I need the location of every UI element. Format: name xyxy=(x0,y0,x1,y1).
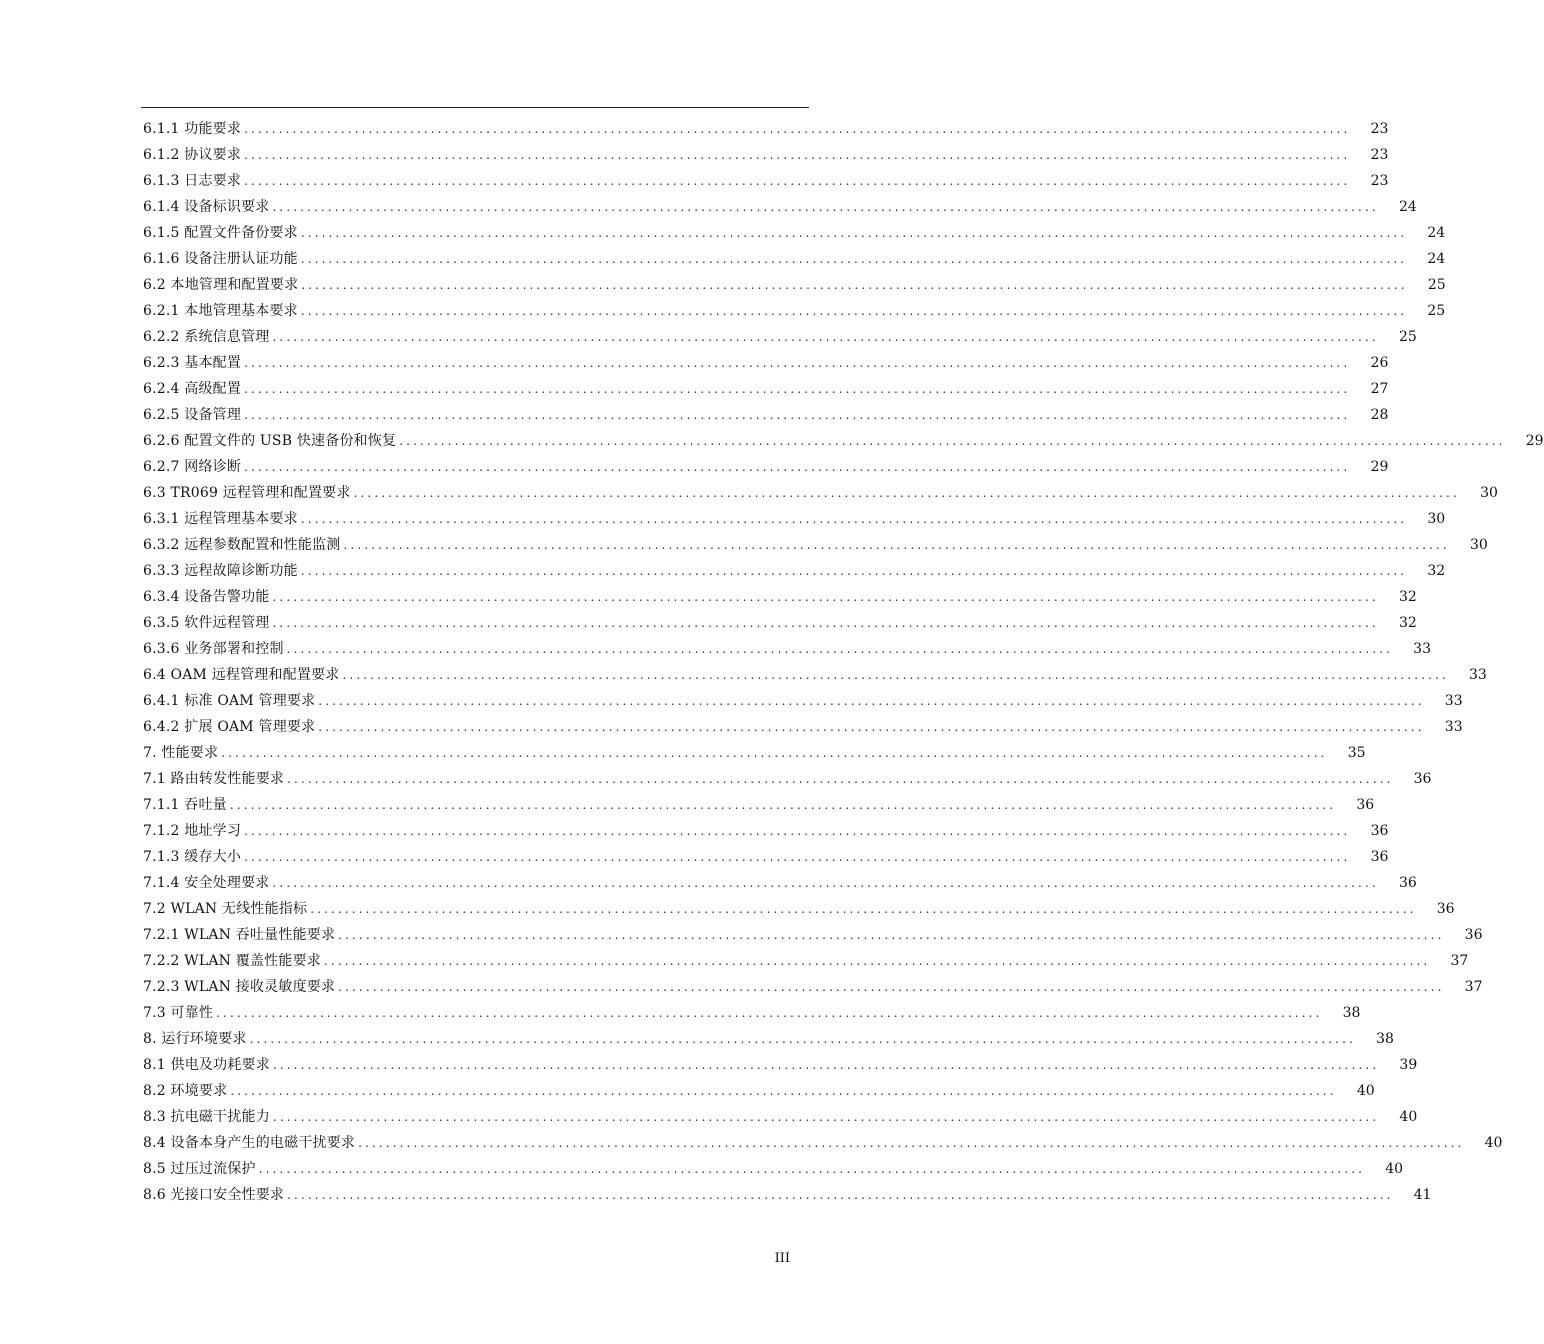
toc-entry-page: 32 xyxy=(1427,563,1446,579)
toc-entry-page: 40 xyxy=(1385,1161,1404,1177)
toc-entry[interactable] xyxy=(143,1078,1375,1104)
toc-entry[interactable] xyxy=(143,766,1432,792)
toc-entry-title: 6.3.3 远程故障诊断功能 xyxy=(143,563,298,579)
toc-entry-title: 6.2 本地管理和配置要求 xyxy=(143,277,299,293)
toc-entry-page: 39 xyxy=(1399,1057,1418,1073)
toc-entry-title: 6.3.4 设备告警功能 xyxy=(143,589,270,605)
toc-entry-page: 30 xyxy=(1427,511,1446,527)
toc-dot-leader: ................................................................................................................................................................ xyxy=(244,824,1351,838)
toc-entry-title: 6.3.6 业务部署和控制 xyxy=(143,641,284,657)
toc-entry[interactable] xyxy=(143,792,1375,818)
toc-entry-title: 6.2.5 设备管理 xyxy=(143,407,242,423)
toc-entry-page: 33 xyxy=(1444,693,1463,709)
toc-entry-page: 38 xyxy=(1376,1031,1394,1047)
toc-dot-leader: ................................................................................................................................................................ xyxy=(244,460,1351,474)
toc-entry[interactable] xyxy=(143,324,1417,350)
toc-entry[interactable] xyxy=(143,558,1446,584)
toc-entry[interactable] xyxy=(143,532,1488,558)
toc-entry[interactable] xyxy=(143,740,1366,766)
toc-dot-leader: ................................................................................................................................................................ xyxy=(286,642,1393,656)
page-number: III xyxy=(774,1251,790,1266)
toc-dot-leader: ................................................................................................................................................................ xyxy=(287,772,1394,786)
toc-entry[interactable] xyxy=(143,818,1389,844)
toc-entry-title: 6.1.4 设备标识要求 xyxy=(143,199,270,215)
toc-entry-title: 7.1 路由转发性能要求 xyxy=(143,771,285,787)
toc-entry-page: 36 xyxy=(1370,849,1389,865)
toc-entry[interactable] xyxy=(143,1104,1418,1130)
toc-entry[interactable] xyxy=(143,688,1463,714)
toc-entry-title: 8.6 光接口安全性要求 xyxy=(143,1187,285,1203)
toc-entry[interactable] xyxy=(143,922,1483,948)
toc-entry-page: 24 xyxy=(1398,199,1417,215)
toc-dot-leader: ................................................................................................................................................................ xyxy=(229,798,1337,812)
toc-entry-page: 28 xyxy=(1370,407,1389,423)
toc-entry-page: 25 xyxy=(1398,329,1417,345)
toc-entry-page: 40 xyxy=(1356,1083,1375,1099)
toc-dot-leader: ................................................................................................................................................................ xyxy=(323,954,1431,968)
toc-entry-page: 23 xyxy=(1370,147,1389,163)
toc-entry[interactable] xyxy=(143,1130,1503,1156)
toc-dot-leader: ................................................................................................................................................................ xyxy=(272,616,1379,630)
toc-entry-title: 7.3 可靠性 xyxy=(143,1005,214,1021)
toc-entry-page: 36 xyxy=(1436,901,1455,917)
toc-entry[interactable] xyxy=(143,714,1463,740)
toc-entry-title: 6.4 OAM 远程管理和配置要求 xyxy=(143,667,340,683)
toc-entry-page: 23 xyxy=(1370,173,1389,189)
toc-entry-page: 37 xyxy=(1450,953,1469,969)
toc-dot-leader: ................................................................................................................................................................ xyxy=(300,252,1408,266)
toc-dot-leader: ................................................................................................................................................................ xyxy=(310,902,1417,916)
toc-dot-leader: ................................................................................................................................................................ xyxy=(272,1058,1380,1072)
toc-entry-title: 6.2.4 高级配置 xyxy=(143,381,242,397)
toc-entry-page: 37 xyxy=(1464,979,1483,995)
toc-entry-title: 6.1.3 日志要求 xyxy=(143,173,242,189)
toc-entry-title: 6.4.2 扩展 OAM 管理要求 xyxy=(143,719,316,735)
toc-entry[interactable] xyxy=(143,662,1487,688)
toc-entry-page: 36 xyxy=(1413,771,1432,787)
toc-entry[interactable] xyxy=(143,298,1446,324)
toc-dot-leader: ................................................................................................................................................................ xyxy=(230,1084,1337,1098)
toc-entry[interactable] xyxy=(143,168,1389,194)
toc-entry-page: 29 xyxy=(1370,459,1389,475)
toc-entry-page: 29 xyxy=(1525,433,1544,449)
toc-dot-leader: ................................................................................................................................................................ xyxy=(287,1188,1394,1202)
toc-dot-leader: ................................................................................................................................................................ xyxy=(399,434,1506,448)
toc-entry-title: 7. 性能要求 xyxy=(143,745,219,761)
toc-entry[interactable] xyxy=(143,948,1469,974)
toc-entry-title: 8.1 供电及功耗要求 xyxy=(143,1057,270,1073)
toc-entry-page: 25 xyxy=(1427,303,1446,319)
toc-dot-leader: ................................................................................................................................................................ xyxy=(272,1110,1380,1124)
toc-dot-leader: ................................................................................................................................................................ xyxy=(353,486,1460,500)
toc-entry-title: 7.1.3 缓存大小 xyxy=(143,849,242,865)
toc-dot-leader: ................................................................................................................................................................ xyxy=(244,148,1351,162)
toc-entry-title: 6.2.2 系统信息管理 xyxy=(143,329,270,345)
toc-entry[interactable] xyxy=(143,1052,1418,1078)
toc-entry[interactable] xyxy=(143,116,1389,142)
toc-entry-page: 35 xyxy=(1347,745,1366,761)
toc-dot-leader: ................................................................................................................................................................ xyxy=(300,564,1408,578)
toc-entry-page: 27 xyxy=(1370,381,1389,397)
toc-entry-page: 33 xyxy=(1468,667,1487,683)
toc-entry-page: 23 xyxy=(1370,121,1389,137)
toc-dot-leader: ................................................................................................................................................................ xyxy=(300,226,1408,240)
toc-entry-title: 7.2.3 WLAN 接收灵敏度要求 xyxy=(143,979,336,995)
toc-entry[interactable] xyxy=(143,246,1446,272)
toc-entry[interactable] xyxy=(143,974,1483,1000)
toc-entry[interactable] xyxy=(143,272,1446,298)
toc-entry-title: 6.3.1 远程管理基本要求 xyxy=(143,511,298,527)
toc-entry-title: 6.1.6 设备注册认证功能 xyxy=(143,251,298,267)
toc-entry-page: 36 xyxy=(1356,797,1375,813)
toc-entry[interactable] xyxy=(143,454,1389,480)
toc-entry-title: 8.5 过压过流保护 xyxy=(143,1161,256,1177)
toc-entry-title: 6.3 TR069 远程管理和配置要求 xyxy=(143,485,351,501)
toc-entry-page: 41 xyxy=(1413,1187,1432,1203)
toc-entry-page: 24 xyxy=(1427,225,1446,241)
toc-entry[interactable] xyxy=(143,1026,1394,1052)
toc-dot-leader: ................................................................................................................................................................ xyxy=(358,1136,1465,1150)
toc-entry[interactable] xyxy=(143,636,1431,662)
toc-dot-leader: ................................................................................................................................................................ xyxy=(318,720,1425,734)
toc-entry[interactable] xyxy=(143,584,1417,610)
toc-dot-leader: ................................................................................................................................................................ xyxy=(216,1006,1323,1020)
toc-entry-title: 7.1.1 吞吐量 xyxy=(143,797,227,813)
toc-entry-page: 30 xyxy=(1469,537,1488,553)
toc-dot-leader: ................................................................................................................................................................ xyxy=(301,278,1408,292)
toc-dot-leader: ................................................................................................................................................................ xyxy=(338,980,1445,994)
toc-dot-leader: ................................................................................................................................................................ xyxy=(258,1162,1366,1176)
toc-entry-title: 7.2.1 WLAN 吞吐量性能要求 xyxy=(143,927,336,943)
toc-dot-leader: ................................................................................................................................................................ xyxy=(318,694,1425,708)
toc-dot-leader: ................................................................................................................................................................ xyxy=(300,304,1408,318)
toc-entry[interactable] xyxy=(143,506,1446,532)
toc-entry-title: 8.3 抗电磁干扰能力 xyxy=(143,1109,270,1125)
toc-entry[interactable] xyxy=(143,350,1389,376)
toc-entry-title: 6.2.1 本地管理基本要求 xyxy=(143,303,298,319)
toc-entry[interactable] xyxy=(143,1000,1361,1026)
toc-dot-leader: ................................................................................................................................................................ xyxy=(300,512,1408,526)
toc-entry-page: 24 xyxy=(1427,251,1446,267)
toc-entry-page: 25 xyxy=(1427,277,1446,293)
toc-entry-page: 33 xyxy=(1444,719,1463,735)
toc-entry-page: 26 xyxy=(1370,355,1389,371)
toc-dot-leader: ................................................................................................................................................................ xyxy=(244,174,1351,188)
toc-entry-title: 8. 运行环境要求 xyxy=(143,1031,247,1047)
toc-entry-title: 6.2.6 配置文件的 USB 快速备份和恢复 xyxy=(143,433,397,449)
toc-entry-page: 36 xyxy=(1464,927,1483,943)
toc-entry-title: 7.2.2 WLAN 覆盖性能要求 xyxy=(143,953,321,969)
toc-dot-leader: ................................................................................................................................................................ xyxy=(272,590,1379,604)
toc-entry[interactable] xyxy=(143,142,1389,168)
toc-entry-title: 7.2 WLAN 无线性能指标 xyxy=(143,901,308,917)
toc-entry-title: 6.3.5 软件远程管理 xyxy=(143,615,270,631)
toc-entry-title: 7.1.4 安全处理要求 xyxy=(143,875,270,891)
toc-entry-title: 6.4.1 标准 OAM 管理要求 xyxy=(143,693,316,709)
toc-dot-leader: ................................................................................................................................................................ xyxy=(272,876,1379,890)
toc-entry-title: 6.3.2 远程参数配置和性能监测 xyxy=(143,537,341,553)
toc-dot-leader: ................................................................................................................................................................ xyxy=(272,200,1379,214)
toc-entry-page: 40 xyxy=(1399,1109,1418,1125)
toc-dot-leader: ................................................................................................................................................................ xyxy=(244,122,1351,136)
toc-entry[interactable] xyxy=(143,870,1417,896)
toc-dot-leader: ................................................................................................................................................................ xyxy=(244,382,1351,396)
toc-dot-leader: ................................................................................................................................................................ xyxy=(249,1032,1356,1046)
toc-entry-page: 32 xyxy=(1398,615,1417,631)
toc-dot-leader: ................................................................................................................................................................ xyxy=(343,538,1450,552)
toc-entry-title: 6.2.3 基本配置 xyxy=(143,355,242,371)
toc-entry-page: 40 xyxy=(1484,1135,1503,1151)
toc-entry-title: 8.4 设备本身产生的电磁干扰要求 xyxy=(143,1135,356,1151)
toc-entry-page: 38 xyxy=(1342,1005,1361,1021)
toc-entry-title: 8.2 环境要求 xyxy=(143,1083,228,1099)
toc-entry-title: 6.2.7 网络诊断 xyxy=(143,459,242,475)
toc-entry-page: 32 xyxy=(1398,589,1417,605)
toc-entry[interactable] xyxy=(143,844,1389,870)
toc-entry-title: 6.1.5 配置文件备份要求 xyxy=(143,225,298,241)
toc-dot-leader: ................................................................................................................................................................ xyxy=(338,928,1445,942)
toc-entry[interactable] xyxy=(143,194,1417,220)
toc-dot-leader: ................................................................................................................................................................ xyxy=(244,408,1351,422)
toc-entry[interactable] xyxy=(143,376,1389,402)
toc-dot-leader: ................................................................................................................................................................ xyxy=(244,850,1351,864)
toc-entry[interactable] xyxy=(143,428,1544,454)
toc-entry[interactable] xyxy=(143,896,1455,922)
toc-entry[interactable] xyxy=(143,220,1446,246)
toc-entry-title: 6.1.1 功能要求 xyxy=(143,121,242,137)
toc-dot-leader: ................................................................................................................................................................ xyxy=(221,746,1328,760)
toc-dot-leader: ................................................................................................................................................................ xyxy=(244,356,1351,370)
toc-dot-leader: ................................................................................................................................................................ xyxy=(272,330,1379,344)
toc-entry-page: 33 xyxy=(1413,641,1431,657)
toc-dot-leader: ................................................................................................................................................................ xyxy=(342,668,1449,682)
toc-entry-title: 7.1.2 地址学习 xyxy=(143,823,242,839)
toc-entry-page: 36 xyxy=(1370,823,1389,839)
header-rule xyxy=(141,107,809,108)
toc-entry-page: 30 xyxy=(1480,485,1498,501)
toc-entry[interactable] xyxy=(143,610,1417,636)
toc-entry[interactable] xyxy=(143,402,1389,428)
toc-entry-page: 36 xyxy=(1398,875,1417,891)
toc-entry-title: 6.1.2 协议要求 xyxy=(143,147,242,163)
table-of-contents xyxy=(143,116,1544,1208)
toc-entry[interactable] xyxy=(143,1156,1404,1182)
toc-entry[interactable] xyxy=(143,1182,1432,1208)
toc-entry[interactable] xyxy=(143,480,1498,506)
